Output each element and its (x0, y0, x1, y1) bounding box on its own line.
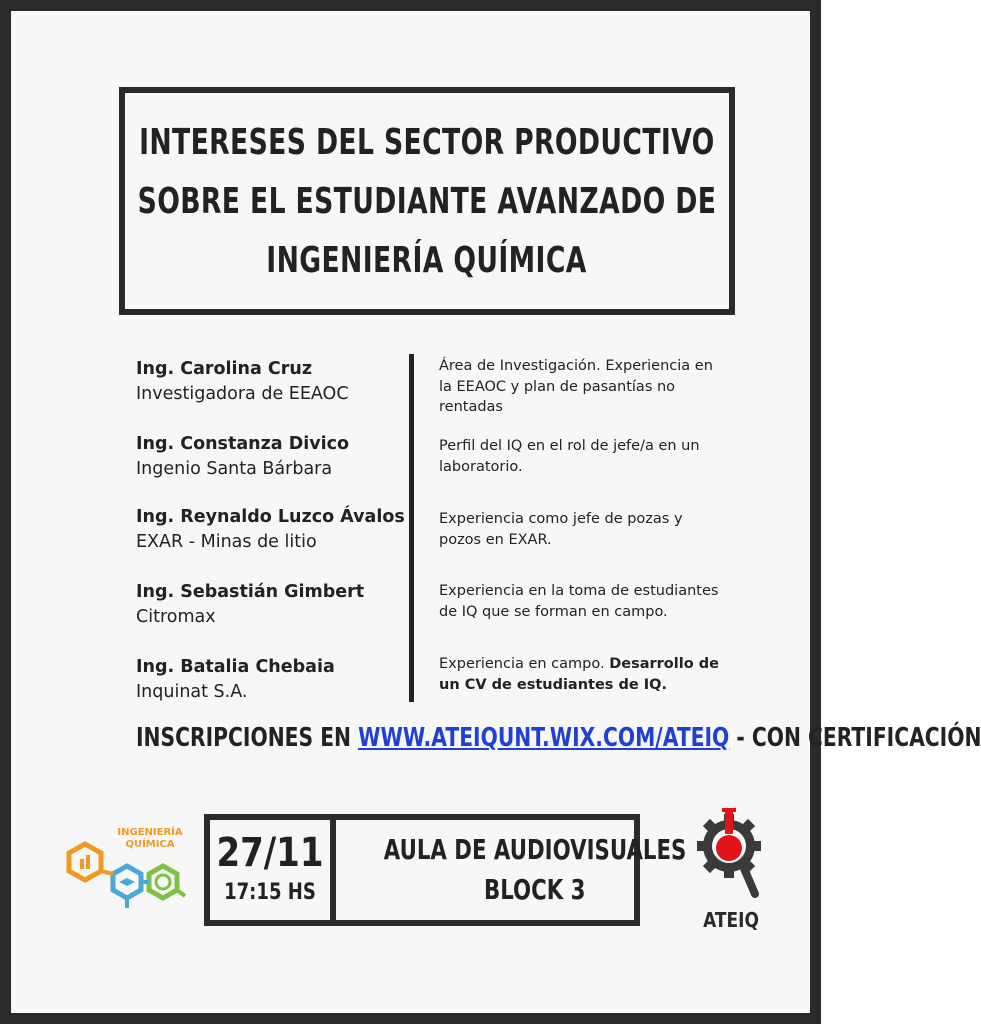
ateiq-gear-flask-icon (695, 804, 767, 904)
registration-link[interactable]: WWW.ATEIQUNT.WIX.COM/ATEIQ (358, 723, 730, 753)
venue-line-1: AULA DE AUDIOVISUALES (383, 833, 687, 866)
registration-suffix: - CON CERTIFICACIÓN (729, 723, 981, 753)
speaker-topic: Experiencia como jefe de pozas y pozos en EXAR. (439, 511, 683, 548)
speaker-topic: Experiencia en la toma de estudiantes de IQ que se forman en campo. (439, 583, 719, 620)
date-time-cell (210, 820, 336, 920)
speaker-name: Ing. Sebastián Gimbert (136, 582, 365, 602)
title-line-3: INGENIERÍA QUÍMICA (266, 239, 588, 281)
registration-line (136, 723, 981, 753)
column-divider (409, 354, 414, 702)
speaker-org: Investigadora de EEAOC (136, 384, 349, 404)
speaker-topic: Área de Investigación. Experiencia en la EEAOC y plan de pasantías no rentadas (439, 358, 713, 415)
speaker-org: EXAR - Minas de litio (136, 532, 317, 552)
speaker-name: Ing. Reynaldo Luzco Ávalos (136, 507, 405, 527)
event-info-box (204, 814, 687, 926)
speaker-org: Citromax (136, 607, 216, 627)
venue-line-2: BLOCK 3 (484, 873, 586, 906)
speaker-topic: Perfil del IQ en el rol de jefe/a en un laboratorio. (439, 438, 700, 475)
speaker-org: Inquinat S.A. (136, 682, 248, 702)
event-date: 27/11 (216, 830, 324, 876)
title-box (119, 87, 735, 315)
logo-left-text: INGENIERÍA QUÍMICA (117, 827, 183, 850)
title-line-1: INTERESES DEL SECTOR PRODUCTIVO (139, 121, 715, 163)
venue-cell (336, 820, 734, 920)
speaker-topic: Experiencia en campo. Desarrollo de un CV de estudiantes de IQ. (439, 656, 719, 693)
speaker-name: Ing. Batalia Chebaia (136, 657, 335, 677)
ateiq-logo-text: ATEIQ (703, 908, 759, 932)
registration-prefix: INSCRIPCIONES EN (136, 723, 359, 753)
speaker-name: Ing. Carolina Cruz (136, 359, 313, 379)
event-time: 17:15 HS (224, 880, 316, 905)
speaker-name: Ing. Constanza Divico (136, 434, 350, 454)
speaker-org: Ingenio Santa Bárbara (136, 459, 333, 479)
title-line-2: SOBRE EL ESTUDIANTE AVANZADO DE (137, 180, 717, 222)
